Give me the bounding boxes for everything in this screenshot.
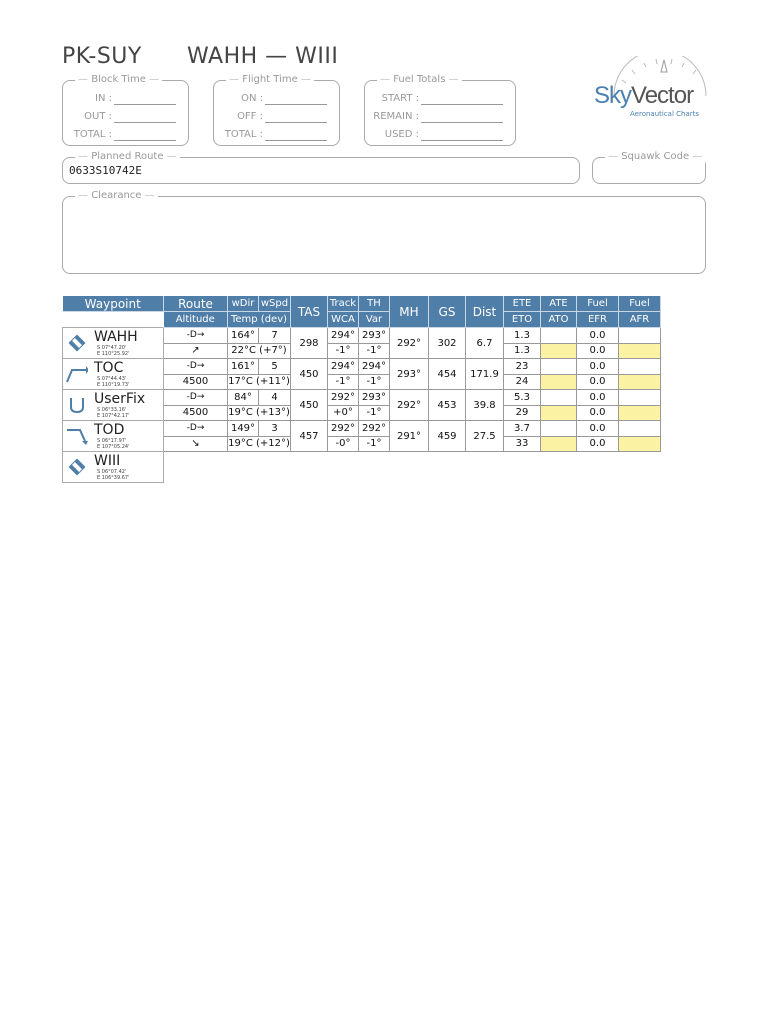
altitude-value: 4500 [182, 407, 209, 419]
flight-on-row[interactable] [218, 91, 333, 107]
descent-icon [66, 427, 88, 445]
block-total-row[interactable] [67, 127, 182, 143]
waypoint-coordinates: S 06°33.16' E 107°42.17' [97, 407, 130, 419]
fuel-totals-box [364, 74, 516, 146]
airport-icon [66, 458, 88, 476]
fuel-cell [577, 359, 619, 375]
wdir-value: 149° [230, 422, 256, 434]
ete-cell [504, 421, 541, 437]
route-title: WAHH — WIII [187, 44, 339, 69]
navlog-table [62, 296, 661, 483]
eto-cell [504, 374, 541, 390]
route-cell [164, 421, 228, 437]
waypoint-name: UserFix [94, 391, 146, 407]
th-value: 293° [361, 391, 387, 403]
track-value: 292° [330, 391, 356, 403]
wca-cell [328, 436, 359, 452]
flight-time-box [213, 74, 340, 146]
flight-off-row[interactable] [218, 109, 333, 125]
temp-value: 19°C (+13°) [228, 407, 290, 419]
ete-cell [504, 390, 541, 406]
var-value: -1° [366, 407, 382, 419]
airport-icon [66, 334, 88, 352]
waypoint-coordinates: S 06°07.42' E 106°39.67' [97, 469, 130, 481]
ato-header: ATO [541, 312, 577, 328]
mh-value: 292° [396, 399, 422, 411]
dist-value: 39.8 [473, 399, 496, 411]
altitude-cell[interactable] [164, 405, 228, 421]
fuel-value: 0.0 [589, 422, 606, 434]
flight-total-label: TOTAL : [224, 129, 263, 140]
afr-cell[interactable] [619, 405, 661, 421]
altitude-cell[interactable] [164, 374, 228, 390]
planned-route-box[interactable] [62, 151, 580, 184]
user-fix-icon [66, 396, 88, 414]
descent-arrow-icon: ↘ [191, 438, 200, 450]
tas-cell [291, 390, 328, 421]
ete-header: ETE [504, 296, 541, 312]
dist-value: 27.5 [473, 430, 496, 442]
fuel-used-row[interactable] [369, 127, 509, 143]
wspd-value: 4 [271, 391, 278, 403]
route-direct: -D→ [186, 361, 205, 372]
climb-arrow-icon: ↗ [191, 345, 200, 357]
mh-cell [390, 359, 429, 390]
route-direct: -D→ [186, 423, 205, 434]
th-cell [359, 328, 390, 344]
block-out-row[interactable] [67, 109, 182, 125]
eto-value: 1.3 [514, 345, 530, 357]
fuel-cell [577, 328, 619, 344]
ato-cell[interactable] [541, 405, 577, 421]
mh-value: 292° [396, 337, 422, 349]
wspd-cell [259, 421, 291, 437]
route-header: Route [164, 296, 228, 312]
fuel-cell [577, 421, 619, 437]
eto-value: 24 [515, 376, 529, 388]
tas-value: 298 [299, 337, 319, 349]
mh-header: MH [390, 296, 429, 328]
fuel-totals-title: — Fuel Totals — [377, 73, 462, 87]
dist-cell [466, 421, 504, 452]
waypoint-cell[interactable] [63, 390, 164, 421]
fuel-actual-cell[interactable] [619, 359, 661, 375]
afr-cell[interactable] [619, 436, 661, 452]
dist-header: Dist [466, 296, 504, 328]
ate-cell[interactable] [541, 390, 577, 406]
track-cell [328, 421, 359, 437]
gs-cell [429, 390, 466, 421]
efr-header: EFR [577, 312, 619, 328]
wca-cell [328, 343, 359, 359]
waypoint-coordinates: S 07°44.43' E 110°19.73' [97, 376, 130, 388]
gs-value: 453 [437, 399, 457, 411]
efr-cell [577, 405, 619, 421]
fuel-actual-header: Fuel [619, 296, 661, 312]
wca-value: +0° [333, 407, 353, 419]
temp-value: 22°C (+7°) [231, 345, 287, 357]
ate-cell[interactable] [541, 328, 577, 344]
wca-value: -1° [335, 345, 351, 357]
block-out-label: OUT : [84, 111, 112, 122]
var-cell [359, 343, 390, 359]
wspd-value: 7 [271, 329, 278, 341]
waypoint-cell[interactable] [63, 359, 164, 390]
eto-header: ETO [504, 312, 541, 328]
mh-cell [390, 328, 429, 359]
var-cell [359, 374, 390, 390]
afr-header: AFR [619, 312, 661, 328]
ete-cell [504, 359, 541, 375]
ete-value: 5.3 [514, 391, 530, 403]
route-cell [164, 390, 228, 406]
fuel-start-row[interactable] [369, 91, 509, 107]
th-value: 294° [361, 360, 387, 372]
wca-header: WCA [328, 312, 359, 328]
squawk-code-box[interactable] [592, 151, 706, 184]
clearance-box[interactable] [62, 190, 706, 274]
wdir-cell [228, 421, 259, 437]
gs-value: 459 [437, 430, 457, 442]
ato-cell[interactable] [541, 374, 577, 390]
th-cell [359, 421, 390, 437]
efr-value: 0.0 [589, 407, 606, 419]
waypoint-header: Waypoint [63, 296, 164, 312]
fuel-value: 0.0 [589, 329, 606, 341]
tas-value: 457 [299, 430, 319, 442]
gs-value: 454 [437, 368, 457, 380]
dist-value: 6.7 [476, 337, 493, 349]
skyvector-logo [592, 56, 716, 126]
ate-header: ATE [541, 296, 577, 312]
altitude-cell[interactable] [164, 343, 228, 359]
efr-cell [577, 436, 619, 452]
var-value: -1° [366, 438, 382, 450]
flight-time-title: — Flight Time — [226, 73, 314, 87]
dist-cell [466, 328, 504, 359]
th-cell [359, 359, 390, 375]
route-direct: -D→ [186, 392, 205, 403]
fuel-actual-cell[interactable] [619, 328, 661, 344]
gs-cell [429, 328, 466, 359]
wspd-cell [259, 328, 291, 344]
ete-cell [504, 328, 541, 344]
flight-on-label: ON : [241, 93, 263, 104]
altitude-cell[interactable] [164, 436, 228, 452]
efr-value: 0.0 [589, 345, 606, 357]
waypoint-cell[interactable] [63, 328, 164, 359]
wdir-value: 164° [230, 329, 256, 341]
fuel-header: Fuel [577, 296, 619, 312]
gs-value: 302 [437, 337, 457, 349]
wspd-value: 5 [271, 360, 278, 372]
waypoint-coordinates: S 06°17.97' E 107°05.24' [97, 438, 130, 450]
eto-cell [504, 436, 541, 452]
waypoint-cell[interactable] [63, 452, 164, 483]
tas-value: 450 [299, 368, 319, 380]
route-cell [164, 359, 228, 375]
eto-cell [504, 405, 541, 421]
wdir-header: wDir [228, 296, 259, 312]
gs-cell [429, 359, 466, 390]
tas-header: TAS [291, 296, 328, 328]
track-value: 294° [330, 360, 356, 372]
efr-value: 0.0 [589, 438, 606, 450]
temp-header: Temp (dev) [228, 312, 291, 328]
fuel-remain-label: REMAIN : [373, 111, 419, 122]
mh-value: 293° [396, 368, 422, 380]
wdir-value: 84° [234, 391, 252, 403]
var-value: -1° [366, 376, 382, 388]
temp-cell [228, 405, 291, 421]
tas-cell [291, 421, 328, 452]
track-cell [328, 390, 359, 406]
ete-value: 3.7 [514, 422, 530, 434]
track-value: 292° [330, 422, 356, 434]
temp-value: 19°C (+12°) [228, 438, 290, 450]
fuel-cell [577, 390, 619, 406]
block-time-title: — Block Time — [75, 73, 162, 87]
efr-cell [577, 374, 619, 390]
mh-value: 291° [396, 430, 422, 442]
mh-cell [390, 421, 429, 452]
fuel-remain-row[interactable] [369, 109, 509, 125]
var-value: -1° [366, 345, 382, 357]
wspd-cell [259, 359, 291, 375]
fuel-start-label: START : [381, 93, 419, 104]
planned-route-title: — Planned Route — [75, 150, 180, 164]
fuel-actual-cell[interactable] [619, 421, 661, 437]
ete-value: 1.3 [514, 329, 530, 341]
tas-cell [291, 359, 328, 390]
waypoint-name: TOC [94, 360, 124, 376]
track-cell [328, 328, 359, 344]
ate-cell[interactable] [541, 421, 577, 437]
wdir-cell [228, 390, 259, 406]
logo-wordmark: SkyVector [594, 82, 694, 109]
wdir-value: 161° [230, 360, 256, 372]
dist-cell [466, 359, 504, 390]
var-header: Var [359, 312, 390, 328]
ete-value: 23 [515, 360, 529, 372]
th-value: 292° [361, 422, 387, 434]
afr-cell[interactable] [619, 343, 661, 359]
eto-value: 33 [515, 438, 529, 450]
clearance-title: — Clearance — [75, 189, 158, 203]
temp-cell [228, 436, 291, 452]
wspd-value: 3 [271, 422, 278, 434]
waypoint-name: WIII [94, 453, 121, 469]
wca-cell [328, 374, 359, 390]
wca-value: -1° [335, 376, 351, 388]
ate-cell[interactable] [541, 359, 577, 375]
fuel-actual-cell[interactable] [619, 390, 661, 406]
track-cell [328, 359, 359, 375]
gs-header: GS [429, 296, 466, 328]
wspd-cell [259, 390, 291, 406]
wdir-cell [228, 328, 259, 344]
wca-cell [328, 405, 359, 421]
temp-value: 17°C (+11°) [228, 376, 290, 388]
ato-cell[interactable] [541, 343, 577, 359]
wdir-cell [228, 359, 259, 375]
climb-icon [66, 365, 88, 383]
waypoint-coordinates: S 07°47.20' E 110°25.92' [97, 345, 130, 357]
planned-route-value: 0633S10742E [69, 164, 142, 177]
th-header: TH [359, 296, 390, 312]
th-value: 293° [361, 329, 387, 341]
temp-cell [228, 374, 291, 390]
var-cell [359, 436, 390, 452]
tas-cell [291, 328, 328, 359]
logo-subtitle: Aeronautical Charts [630, 110, 700, 118]
dist-cell [466, 390, 504, 421]
waypoint-name: TOD [94, 422, 125, 438]
aircraft-tail-number: PK-SUY [62, 44, 142, 69]
altitude-header: Altitude [164, 312, 228, 328]
route-cell [164, 328, 228, 344]
eto-value: 29 [515, 407, 529, 419]
tas-value: 450 [299, 399, 319, 411]
block-in-row[interactable] [67, 91, 182, 107]
mh-cell [390, 390, 429, 421]
wspd-header: wSpd [259, 296, 291, 312]
gs-cell [429, 421, 466, 452]
block-time-box [62, 74, 189, 146]
track-header: Track [328, 296, 359, 312]
track-value: 294° [330, 329, 356, 341]
th-cell [359, 390, 390, 406]
efr-value: 0.0 [589, 376, 606, 388]
block-in-label: IN : [95, 93, 112, 104]
efr-cell [577, 343, 619, 359]
flight-off-label: OFF : [237, 111, 263, 122]
block-total-label: TOTAL : [73, 129, 112, 140]
fuel-value: 0.0 [589, 360, 606, 372]
dist-value: 171.9 [470, 368, 499, 380]
fuel-value: 0.0 [589, 391, 606, 403]
eto-cell [504, 343, 541, 359]
ato-cell[interactable] [541, 436, 577, 452]
afr-cell[interactable] [619, 374, 661, 390]
fuel-used-label: USED : [384, 129, 419, 140]
waypoint-name: WAHH [94, 329, 138, 345]
flight-total-row[interactable] [218, 127, 333, 143]
waypoint-cell[interactable] [63, 421, 164, 452]
squawk-code-title: — Squawk Code — [605, 150, 705, 164]
altitude-value: 4500 [182, 376, 209, 388]
var-cell [359, 405, 390, 421]
route-direct: -D→ [186, 330, 205, 341]
temp-cell [228, 343, 291, 359]
wca-value: -0° [335, 438, 351, 450]
